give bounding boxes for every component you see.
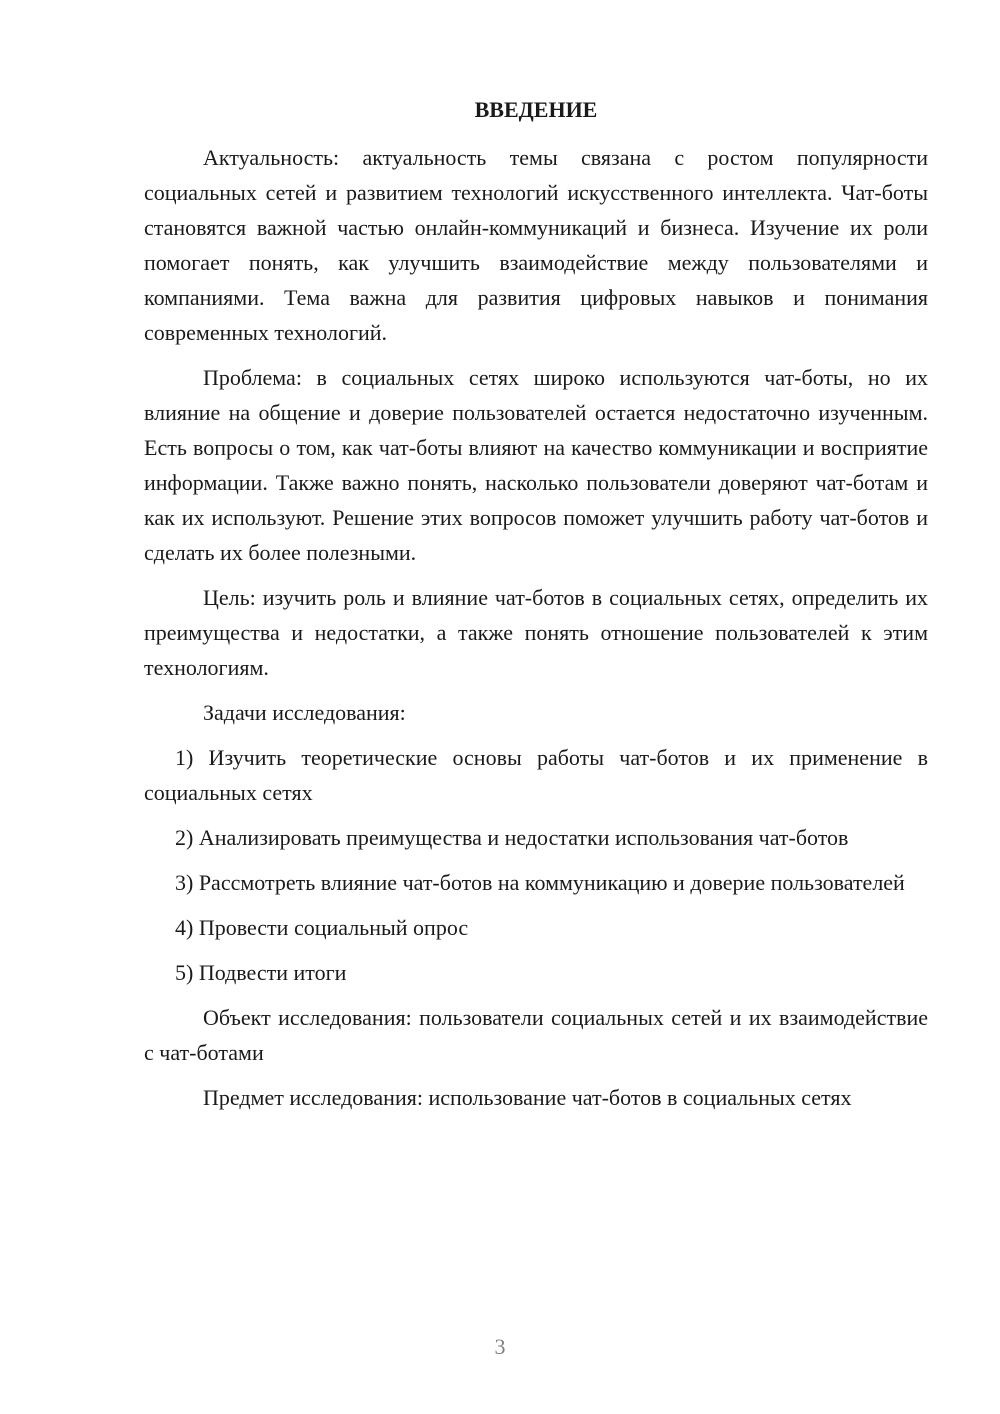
object-paragraph: Объект исследования: пользователи социальных сетей и их взаимодействие с чат-ботами: [144, 1005, 928, 1065]
subject-paragraph: Предмет исследования: использование чат-ботов в социальных сетях: [203, 1085, 852, 1110]
task-item-1: 1) Изучить теоретические основы работы чат-ботов и их применение в социальных сетях: [144, 745, 928, 805]
task-item-4: 4) Провести социальный опрос: [175, 915, 469, 940]
page-number: 3: [494, 1334, 506, 1359]
tasks-heading: Задачи исследования:: [203, 700, 406, 725]
task-item-5: 5) Подвести итоги: [175, 960, 347, 985]
task-item-3: 3) Рассмотреть влияние чат-ботов на коммуникацию и доверие пользователей: [175, 870, 905, 895]
problem-paragraph: Проблема: в социальных сетях широко используются чат-боты, но их влияние на общение и доверие пользователей остается недостаточно изученным. Есть вопросы о том, как чат-боты влияют на качество коммуникации и восприятие информации. Также важно понять, насколько пользователи доверяют чат-ботам и как их используют. Решение этих вопросов поможет улучшить работу чат-ботов и сделать их более полезными.: [144, 365, 928, 565]
relevance-paragraph: Актуальность: актуальность темы связана с ростом популярности социальных сетей и развитием технологий искусственного интеллекта. Чат-боты становятся важной частью онлайн-коммуникаций и бизнеса. Изучение их роли помогает понять, как улучшить взаимодействие между пользователями и компаниями. Тема важна для развития цифровых навыков и понимания современных технологий.: [144, 145, 928, 345]
document-page: [144, 92, 928, 1115]
goal-paragraph: Цель: изучить роль и влияние чат-ботов в социальных сетях, определить их преимущества и недостатки, а также понять отношение пользователей к этим технологиям.: [144, 585, 928, 680]
section-title: ВВЕДЕНИЕ: [474, 97, 598, 122]
task-item-2: 2) Анализировать преимущества и недостатки использования чат-ботов: [175, 825, 849, 850]
